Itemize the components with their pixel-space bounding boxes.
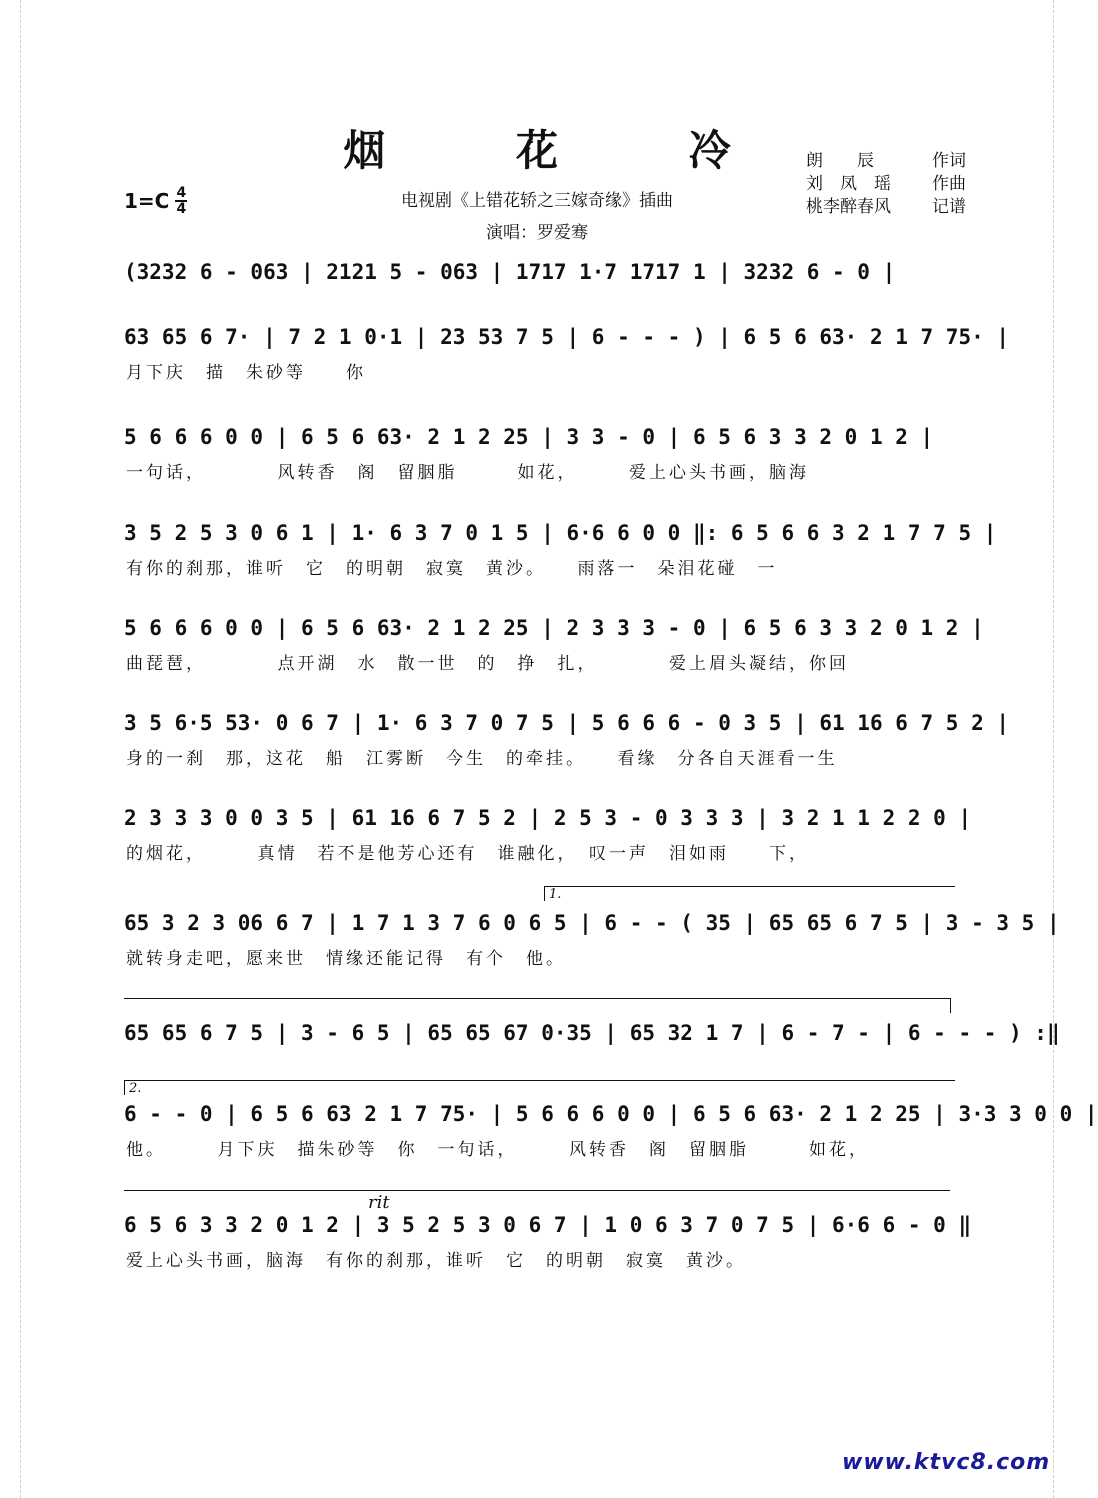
notation-line: 63 65 6 7· | 7 2 1 0·1 | 23 53 7 5 | 6 - - - ) | 6 5 6 63· 2 1 7 75· | — [124, 325, 1010, 349]
time-bottom: 4 — [176, 201, 187, 217]
ritardando-mark: rit — [368, 1192, 390, 1213]
song-subtitle: 电视剧《上错花轿之三嫁奇缘》插曲 — [401, 191, 673, 211]
score-line-5 — [124, 611, 984, 675]
notation-line: 3 5 2 5 3 0 6 1 | 1· 6 3 7 0 1 5 | 6·6 6 0 0 ‖: 6 5 6 6 3 2 1 7 7 5 | — [124, 521, 997, 545]
credit-transcriber: 桃李醉春风 记谱 — [806, 197, 966, 217]
second-ending-bracket: 2. — [124, 1080, 955, 1095]
key-label: 1=C — [124, 189, 170, 213]
credit-composer: 刘 凤 瑶 作曲 — [806, 174, 966, 194]
lyric-line: 他。 月下庆 描朱砂等 你 一句话， 风转香 阁 留胭脂 如花， — [126, 1140, 869, 1160]
score-line-3 — [124, 420, 952, 484]
score-line-10 — [124, 1097, 1098, 1161]
score-line-11 — [124, 1208, 972, 1272]
key-signature — [124, 186, 187, 216]
notation-line: 5 6 6 6 0 0 | 6 5 6 63· 2 1 2 25 | 2 3 3 3 - 0 | 6 5 6 3 3 2 0 1 2 | — [124, 616, 984, 640]
lyric-line: 有你的刹那，谁听 它 的明朝 寂寞 黄沙。 雨落一 朵泪花碰 一 — [126, 559, 778, 579]
score-line-8 — [124, 906, 1060, 970]
score-line-9 — [124, 1016, 1060, 1050]
lyric-line: 身的一刹 那，这花 船 江雾断 今生 的牵挂。 看缘 分各自天涯看一生 — [126, 749, 838, 769]
second-ending-continuation — [124, 1190, 950, 1191]
time-top: 4 — [176, 185, 187, 201]
notation-line: 65 3 2 3 06 6 7 | 1 7 1 3 7 6 0 6 5 | 6 - - ( 35 | 65 65 6 7 5 | 3 - 3 5 | — [124, 911, 1060, 935]
notation-line: 6 - - 0 | 6 5 6 63 2 1 7 75· | 5 6 6 6 0 0 | 6 5 6 63· 2 1 2 25 | 3·3 3 0 0 | — [124, 1102, 1098, 1126]
site-watermark: www.ktvc8.com — [842, 1450, 1051, 1475]
credit-lyricist: 朗 辰 作词 — [806, 151, 966, 171]
lyric-line: 月下庆 描 朱砂等 你 — [126, 363, 366, 383]
notation-line: 65 65 6 7 5 | 3 - 6 5 | 65 65 67 0·35 | 65 32 1 7 | 6 - 7 - | 6 - - - ) :‖ — [124, 1021, 1060, 1045]
score-line-1 — [124, 255, 952, 319]
score-line-7 — [124, 801, 972, 865]
time-signature — [175, 186, 187, 216]
credits-block — [806, 150, 966, 219]
notation-line: 6 5 6 3 3 2 0 1 2 | 3 5 2 5 3 0 6 7 | 1 0 6 3 7 0 7 5 | 6·6 6 - 0 ‖ — [124, 1213, 972, 1237]
first-ending-continuation — [124, 998, 951, 1013]
song-title: 烟 花 冷 — [343, 126, 789, 175]
lyric-line: 就转身走吧，愿来世 情缘还能记得 有个 他。 — [126, 949, 566, 969]
score-line-2 — [124, 320, 1010, 384]
lyric-line: 爱上心头书画，脑海 有你的刹那，谁听 它 的明朝 寂寞 黄沙。 — [126, 1251, 746, 1271]
notation-line: (3232 6 - 063 | 2121 5 - 063 | 1717 1·7 1717 1 | 3232 6 - 0 | — [124, 260, 896, 284]
score-line-4 — [124, 516, 997, 580]
first-ending-bracket: 1. — [544, 886, 955, 901]
notation-line: 5 6 6 6 0 0 | 6 5 6 63· 2 1 2 25 | 3 3 - 0 | 6 5 6 3 3 2 0 1 2 | — [124, 425, 934, 449]
notation-line: 3 5 6·5 53· 0 6 7 | 1· 6 3 7 0 7 5 | 5 6 6 6 - 0 3 5 | 61 16 6 7 5 2 | — [124, 711, 1010, 735]
score-line-6 — [124, 706, 1010, 770]
lyric-line: 一句话， 风转香 阁 留胭脂 如花， 爱上心头书画，脑海 — [126, 463, 809, 483]
singer-credit: 演唱：罗爱骞 — [486, 223, 588, 243]
lyric-line — [124, 293, 952, 319]
notation-line: 2 3 3 3 0 0 3 5 | 61 16 6 7 5 2 | 2 5 3 - 0 3 3 3 | 3 2 1 1 2 2 0 | — [124, 806, 972, 830]
lyric-line: 的烟花， 真情 若不是他芳心还有 谁融化， 叹一声 泪如雨 下， — [126, 844, 809, 864]
lyric-line: 曲琵琶， 点开湖 水 散一世 的 挣 扎， 爱上眉头凝结，你回 — [126, 654, 849, 674]
